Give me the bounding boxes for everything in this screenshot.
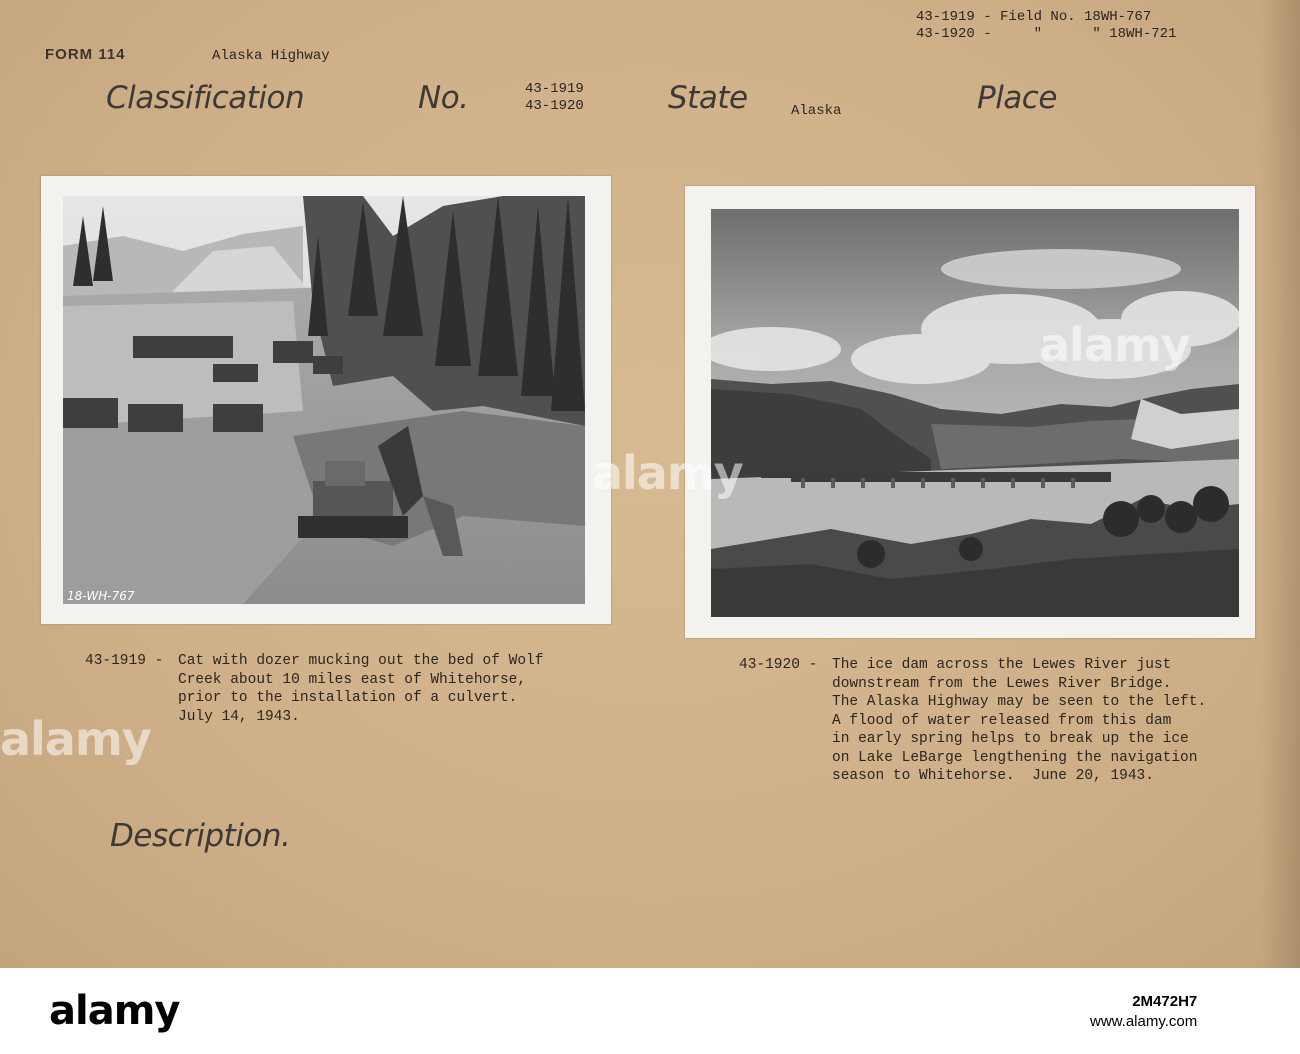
field-number-2: 43-1920 - " " 18WH-721 <box>916 26 1177 42</box>
alamy-logo: alamy <box>49 988 180 1034</box>
caption-2-number: 43-1920 - <box>739 657 818 673</box>
bulldozer-photo-image <box>63 196 585 604</box>
caption-1-text: Cat with dozer mucking out the bed of Wolf Creek about 10 miles east of Whitehorse, prior to the installation of a culvert. July 14, 1943. <box>178 653 544 725</box>
watermark-right: alamy <box>1039 318 1190 372</box>
description-heading: Description. <box>110 818 291 854</box>
photo-1-mount <box>41 176 611 624</box>
photo-2-mount <box>685 186 1255 638</box>
number-2: 43-1920 <box>525 98 584 114</box>
alamy-site: www.alamy.com <box>1090 1013 1198 1030</box>
alamy-image-id: 2M472H7 <box>1132 993 1198 1010</box>
state-heading: State <box>668 80 748 116</box>
bulldozer-photo <box>63 196 585 604</box>
ice-dam-photo <box>711 209 1239 617</box>
watermark-center: alamy <box>592 446 743 500</box>
form-number: FORM 114 <box>45 46 126 63</box>
alamy-image-info <box>1090 992 1197 1032</box>
field-numbers <box>916 9 1176 43</box>
classification-heading: Classification <box>106 80 305 116</box>
no-heading: No. <box>418 80 469 116</box>
caption-2-text: The ice dam across the Lewes River just downstream from the Lewes River Bridge. The Alaska Highway may be seen to the left. A flood of water released from this dam in early spring helps to break up the ice on Lake LeBarge lengthening the navigation season to Whitehorse. June 20, 1943. <box>832 657 1207 784</box>
caption-1-number: 43-1919 - <box>85 653 164 669</box>
watermark-left: alamy <box>0 712 151 766</box>
ice-dam-photo-image <box>711 209 1239 617</box>
state-value: Alaska <box>791 103 842 119</box>
place-heading: Place <box>977 80 1057 116</box>
form-subject: Alaska Highway <box>212 48 330 64</box>
field-number-1: 43-1919 - Field No. 18WH-767 <box>916 9 1152 25</box>
number-1: 43-1919 <box>525 81 584 97</box>
photo-1-stamp: 18-WH-767 <box>67 589 135 603</box>
number-list <box>525 81 584 115</box>
